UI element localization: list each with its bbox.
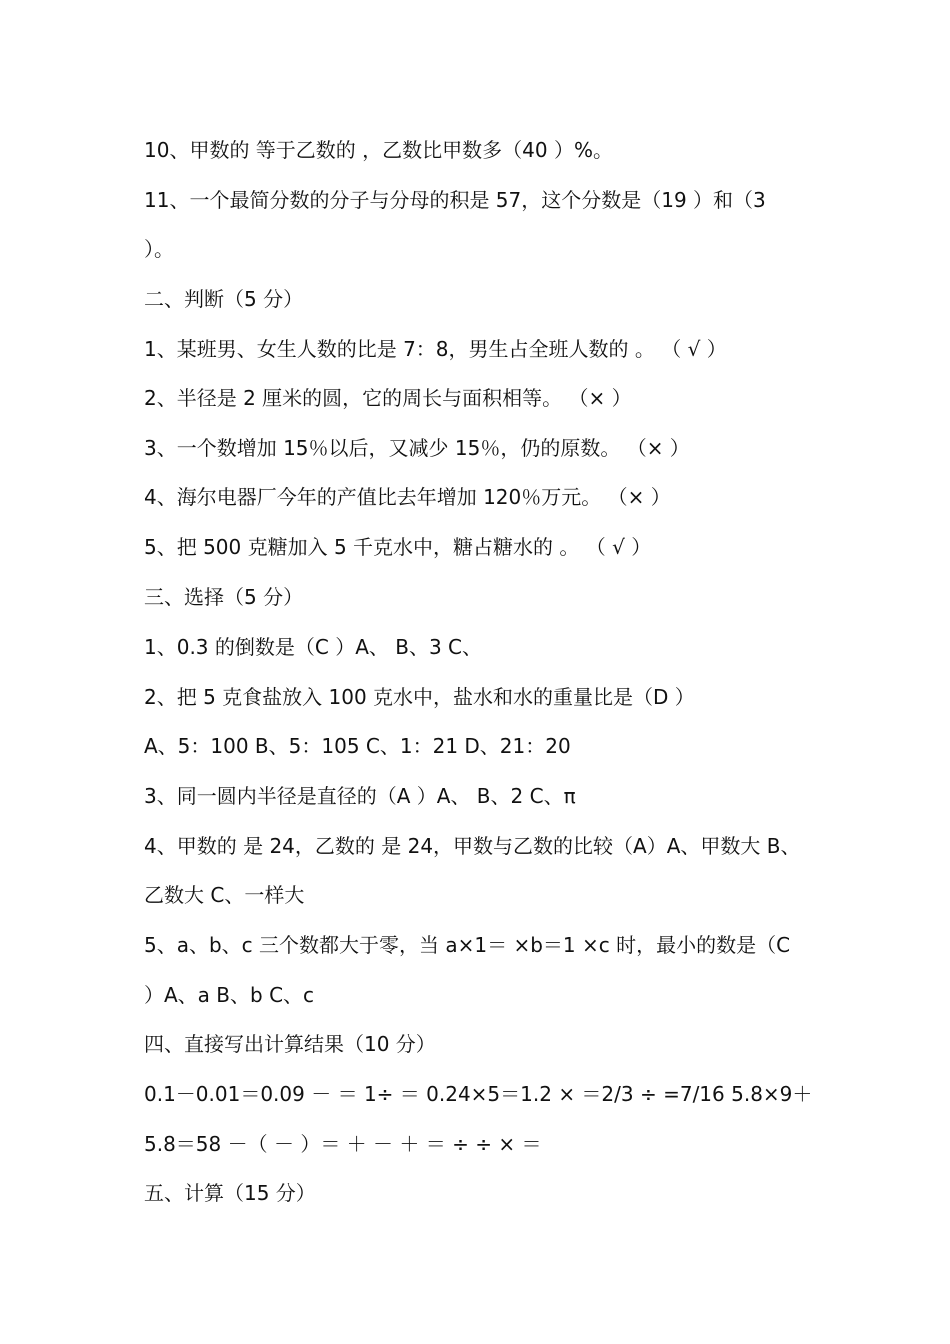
text-line-judge-2: 2、半径是 2 厘米的圆，它的周长与面积相等。 （× ） [144, 386, 632, 410]
text-line-judge-4: 4、海尔电器厂今年的产值比去年增加 120％万元。 （× ） [144, 485, 671, 509]
text-line-math-2: 5.8＝58 －（ － ）＝ ＋ － ＋ ＝ ÷ ÷ × ＝ [144, 1132, 542, 1156]
text-line-choice-1: 1、0.3 的倒数是（C ）A、 B、3 C、 [144, 635, 483, 659]
text-line-choice-5-cont: ）A、a B、b C、c [144, 983, 315, 1007]
text-line-choice-2-options: A、5：100 B、5：105 C、1：21 D、21：20 [144, 734, 571, 758]
section-heading-choice: 三、选择（5 分） [144, 585, 304, 609]
text-line-math-1: 0.1－0.01＝0.09 － ＝ 1÷ ＝ 0.24×5＝1.2 × ＝2/3 ÷ =7/16 5.8×9＋ [144, 1082, 813, 1106]
section-heading-judgement: 二、判断（5 分） [144, 287, 304, 311]
text-line-choice-5: 5、a、b、c 三个数都大于零，当 a×1＝ ×b＝1 ×c 时，最小的数是（C [144, 933, 791, 957]
text-line-q11-cont: ）。 [144, 237, 174, 261]
text-line-choice-2: 2、把 5 克食盐放入 100 克水中，盐水和水的重量比是（D ） [144, 685, 695, 709]
text-line-judge-5: 5、把 500 克糖加入 5 千克水中，糖占糖水的 。 （ √ ） [144, 535, 652, 559]
text-line-choice-3: 3、同一圆内半径是直径的（A ）A、 B、2 C、π [144, 784, 576, 808]
text-line-q11: 11、一个最简分数的分子与分母的积是 57，这个分数是（19 ）和（3 [144, 188, 766, 212]
section-heading-calculation: 五、计算（15 分） [144, 1181, 316, 1205]
text-line-judge-1: 1、某班男、女生人数的比是 7：8，男生占全班人数的 。 （ √ ） [144, 337, 727, 361]
text-line-choice-4: 4、甲数的 是 24，乙数的 是 24，甲数与乙数的比较（A）A、甲数大 B、 [144, 834, 801, 858]
section-heading-mental-math: 四、直接写出计算结果（10 分） [144, 1032, 436, 1056]
text-line-choice-4-cont: 乙数大 C、一样大 [144, 883, 305, 907]
text-line-judge-3: 3、一个数增加 15％以后，又减少 15％，仍的原数。 （× ） [144, 436, 690, 460]
text-line-q10: 10、甲数的 等于乙数的 ，乙数比甲数多（40 ）%。 [144, 138, 613, 162]
